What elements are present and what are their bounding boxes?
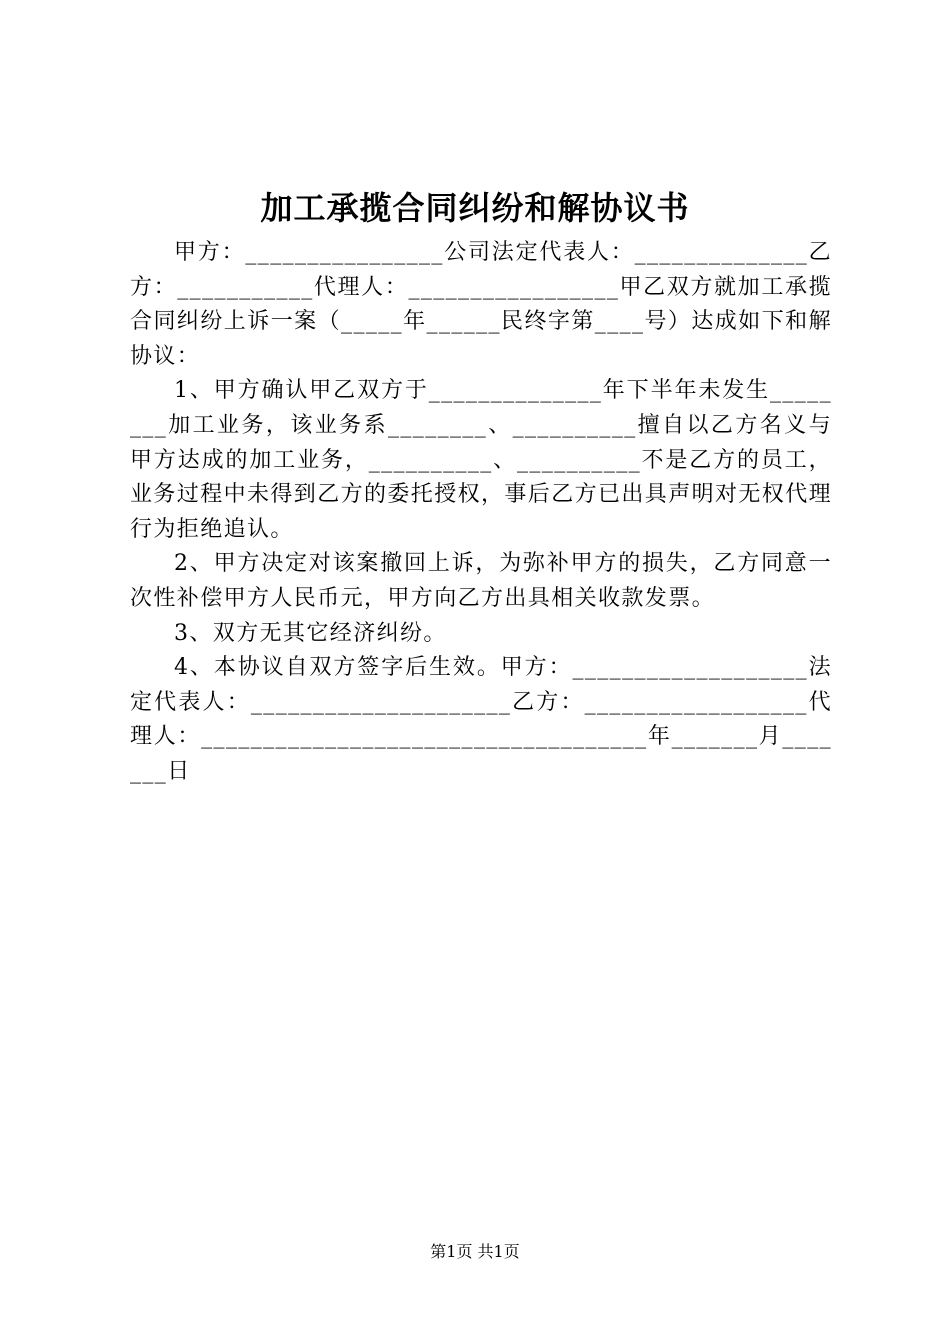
page-footer: 第1页 共1页 <box>430 1242 520 1261</box>
document-title: 加工承揽合同纠纷和解协议书 <box>260 189 690 227</box>
paragraph-clause-2: 2、甲方决定对该案撤回上诉，为弥补甲方的损失，乙方同意一次性补偿甲方人民币元，甲方向乙方出具相关收款发票。 <box>130 551 832 611</box>
document-body <box>130 236 832 790</box>
paragraph-clause-4-signatures: 4、本协议自双方签字后生效。甲方：___________________法定代表人：_____________________乙方：__________________代理人：____________________________________年_______月_______日 <box>130 655 832 784</box>
paragraph-parties: 甲方：________________公司法定代表人：______________乙方：___________代理人：_________________甲乙双方就加工承揽合同纠纷上诉一案（_____年______民终字第____号）达成如下和解协议： <box>130 240 832 369</box>
paragraph-clause-3: 3、双方无其它经济纠纷。 <box>174 620 447 646</box>
paragraph-clause-1: 1、甲方确认甲乙双方于______________年下半年未发生________加工业务，该业务系________、__________擅自以乙方名义与甲方达成的加工业务，__________、__________不是乙方的员工，业务过程中未得到乙方的委托授权，事后乙方已出具声明对无权代理行为拒绝追认。 <box>130 378 833 542</box>
